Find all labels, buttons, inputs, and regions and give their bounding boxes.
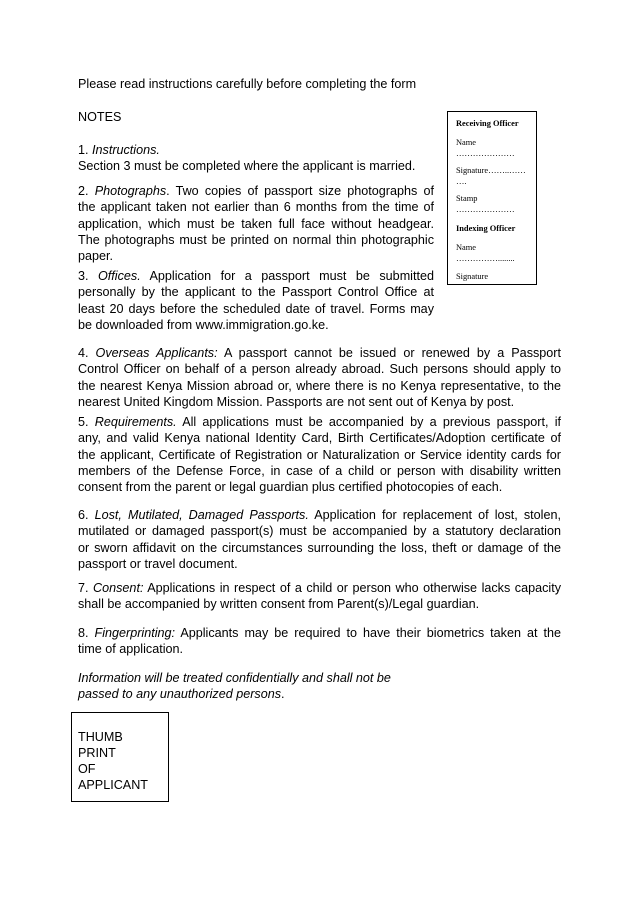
- thumb-print-box: [71, 712, 169, 802]
- note-requirements: 5. Requirements. All applications must be accompanied by a previous passport, if any, and valid Kenya national Identity Card, Birth Certificates/Adoption certificate of the applicant, Certificate of Registration or Naturalization or Service identity cards for members of the Defense Force, in case of a child or person with disability written consent from the parent or legal guardian plus certified photocopies of each.: [78, 415, 562, 495]
- name-label: Name: [456, 138, 476, 147]
- thumb-label-4: APPLICANT: [78, 778, 148, 792]
- note-photographs: 2. Photographs. Two copies of passport size photographs of the applicant taken not earlier than 6 months from the time of application, which must be taken full face without headgear. The photographs must be printed on normal thin photographic paper.: [78, 184, 434, 264]
- thumb-label-1: THUMB: [78, 730, 123, 744]
- note-offices: 3. Offices. Application for a passport must be submitted personally by the applicant to the Passport Control Office at least 20 days before the scheduled date of travel. Forms may be downloaded from www.immigration.go.ke.: [78, 269, 434, 332]
- intro-text: Please read instructions carefully before completing the form: [78, 77, 417, 91]
- signature-label: Signature……..……: [456, 166, 526, 175]
- indexing-name-dots: ……………........: [456, 254, 515, 263]
- note-consent: 7. Consent: Applications in respect of a child or person who otherwise lacks capacity shall be accompanied by written consent from Parent(s)/Legal guardian.: [78, 581, 561, 612]
- indexing-signature-label: Signature: [456, 272, 489, 281]
- note-lost-passports: 6. Lost, Mutilated, Damaged Passports. Application for replacement of lost, stolen, mutilated or damaged passport(s) must be accompanied by a statutory declaration or sworn affidavit on the circumstances surrounding the loss, theft or damage of the passport or travel document.: [78, 508, 561, 571]
- stamp-label: Stamp: [456, 194, 478, 203]
- indexing-name-label: Name: [456, 243, 476, 252]
- thumb-label-2: PRINT: [78, 746, 116, 760]
- confidentiality-note: Information will be treated confidentially and shall not be passed to any unauthorized persons.: [78, 671, 391, 702]
- receiving-officer-heading: Receiving Officer: [456, 119, 519, 128]
- note-instructions: 1. Instructions. Section 3 must be completed where the applicant is married.: [78, 143, 416, 174]
- signature-dots: ….: [456, 177, 467, 186]
- stamp-dots: …………………: [456, 205, 515, 214]
- indexing-officer-heading: Indexing Officer: [456, 224, 516, 233]
- notes-heading: NOTES: [78, 110, 122, 124]
- name-dots: …………………: [456, 149, 515, 158]
- note-overseas-applicants: 4. Overseas Applicants: A passport cannot be issued or renewed by a Passport Control Officer on behalf of a person already abroad. Such persons should apply to the nearest Kenya Mission abroad or, where there is no Kenya representative, to the nearest United Kingdom Mission. Passports are not sent out of Kenya by post.: [78, 346, 561, 409]
- receiving-officer-box: [447, 111, 537, 285]
- note-fingerprinting: 8. Fingerprinting: Applicants may be required to have their biometrics taken at the time of application.: [78, 626, 561, 657]
- thumb-label-3: OF: [78, 762, 96, 776]
